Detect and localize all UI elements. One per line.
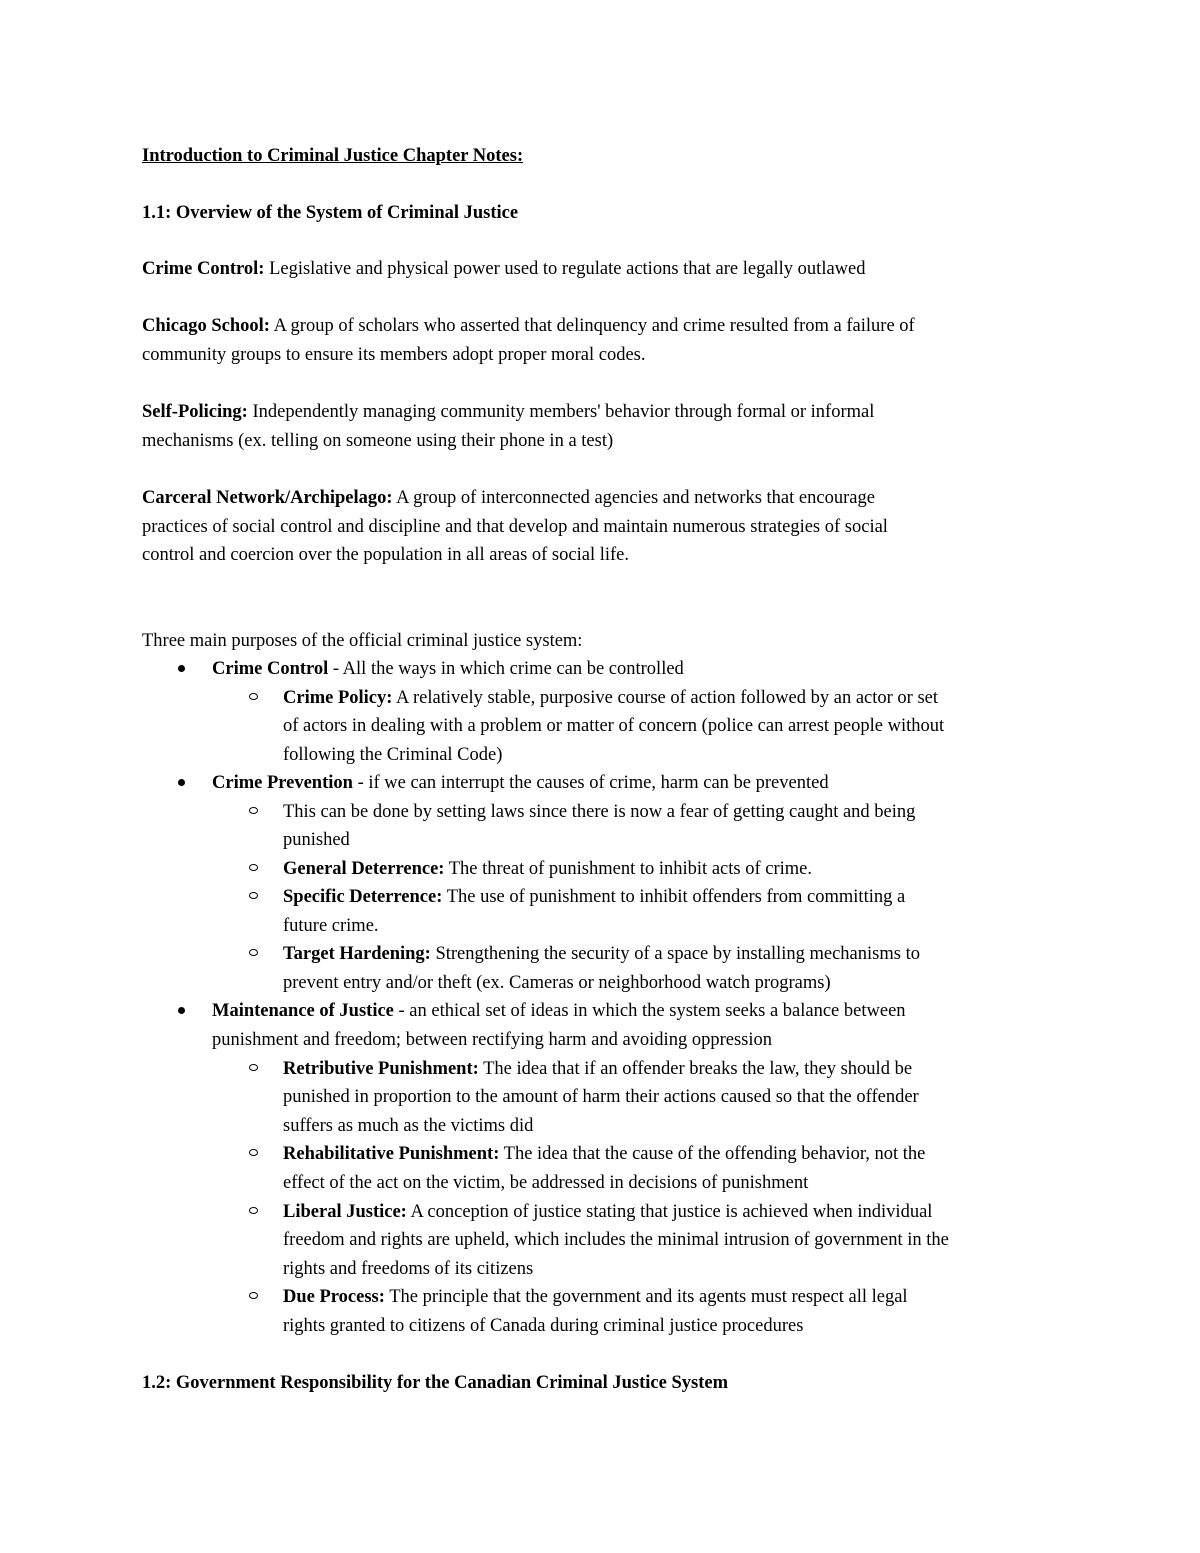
list-item-text-continued: punishment and freedom; between rectifying harm and avoiding oppression bbox=[212, 1030, 772, 1050]
document-title: Introduction to Criminal Justice Chapter Notes: bbox=[142, 146, 524, 166]
sub-item-general-deterrence bbox=[283, 858, 812, 880]
sub-item-text: Strengthening the security of a space by installing mechanisms to bbox=[435, 944, 920, 964]
sub-item-text-continued: future crime. bbox=[283, 916, 379, 936]
list-item-text: - All the ways in which crime can be controlled bbox=[328, 659, 684, 679]
list-item-text: - an ethical set of ideas in which the system seeks a balance between bbox=[393, 1001, 906, 1021]
bullet-circle-icon bbox=[249, 1207, 258, 1214]
sub-item-crime-policy bbox=[283, 687, 938, 709]
list-item-crime-prevention bbox=[212, 772, 829, 794]
definition-text: Independently managing community members' behavior through formal or informal bbox=[252, 402, 875, 422]
list-item-crime-control bbox=[212, 658, 684, 680]
sub-item-text-continued: punished in proportion to the amount of harm their actions caused so that the offender bbox=[283, 1087, 919, 1107]
definition-chicago-school bbox=[142, 315, 915, 337]
sub-item-text-continued: rights granted to citizens of Canada during criminal justice procedures bbox=[283, 1316, 804, 1336]
definition-self-policing bbox=[142, 401, 874, 423]
sub-item-term: Due Process: bbox=[283, 1287, 385, 1307]
sub-item-specific-deterrence bbox=[283, 886, 905, 908]
sub-item-text: The idea that if an offender breaks the law, they should be bbox=[483, 1059, 913, 1079]
definition-text-continued: mechanisms (ex. telling on someone using their phone in a test) bbox=[142, 431, 614, 451]
sub-item-text-continued: prevent entry and/or theft (ex. Cameras or neighborhood watch programs) bbox=[283, 973, 831, 993]
definition-carceral-network bbox=[142, 487, 875, 509]
sub-item-text: The use of punishment to inhibit offenders from committing a bbox=[446, 887, 906, 907]
sub-item-term: Specific Deterrence: bbox=[283, 887, 443, 907]
bullet-circle-icon bbox=[249, 1064, 258, 1071]
sub-item-laws: This can be done by setting laws since there is now a fear of getting caught and being bbox=[283, 802, 916, 822]
list-item-term: Crime Prevention bbox=[212, 773, 353, 793]
definition-text: A group of scholars who asserted that delinquency and crime resulted from a failure of bbox=[273, 316, 915, 336]
definition-term: Carceral Network/Archipelago: bbox=[142, 488, 393, 508]
sub-item-term: Retributive Punishment: bbox=[283, 1059, 479, 1079]
bullet-circle-icon bbox=[249, 949, 258, 956]
definition-text: Legislative and physical power used to regulate actions that are legally outlawed bbox=[269, 259, 866, 279]
sub-item-text-continued: effect of the act on the victim, be addressed in decisions of punishment bbox=[283, 1173, 809, 1193]
sub-item-text: The principle that the government and its agents must respect all legal bbox=[389, 1287, 908, 1307]
bullet-circle-icon bbox=[249, 1149, 258, 1156]
list-item-text: - if we can interrupt the causes of crime, harm can be prevented bbox=[352, 773, 829, 793]
sub-item-liberal-justice bbox=[283, 1201, 932, 1223]
bullet-dot-icon bbox=[178, 665, 185, 672]
sub-item-text-continued: freedom and rights are upheld, which includes the minimal intrusion of government in the bbox=[283, 1230, 949, 1250]
sub-item-term: Liberal Justice: bbox=[283, 1202, 407, 1222]
sub-item-term: Crime Policy: bbox=[283, 688, 393, 708]
sub-item-term: General Deterrence: bbox=[283, 859, 445, 879]
sub-item-text-continued: of actors in dealing with a problem or matter of concern (police can arrest people without bbox=[283, 716, 945, 736]
sub-item-text-continued: suffers as much as the victims did bbox=[283, 1116, 534, 1136]
sub-item-term: Target Hardening: bbox=[283, 944, 431, 964]
definition-term: Self-Policing: bbox=[142, 402, 248, 422]
list-item-maintenance-of-justice bbox=[212, 1000, 906, 1022]
list-item-term: Maintenance of Justice bbox=[212, 1001, 394, 1021]
section-heading-1-2: 1.2: Government Responsibility for the Canadian Criminal Justice System bbox=[142, 1373, 729, 1393]
sub-item-text-continued: punished bbox=[283, 830, 350, 850]
definition-text: A group of interconnected agencies and networks that encourage bbox=[396, 488, 875, 508]
definition-text-continued: control and coercion over the population in all areas of social life. bbox=[142, 545, 629, 565]
sub-item-text-continued: rights and freedoms of its citizens bbox=[283, 1259, 534, 1279]
definition-text-continued: community groups to ensure its members adopt proper moral codes. bbox=[142, 345, 646, 365]
bullet-circle-icon bbox=[249, 693, 258, 700]
bullet-circle-icon bbox=[249, 864, 258, 871]
definition-term: Chicago School: bbox=[142, 316, 270, 336]
bullet-circle-icon bbox=[249, 1292, 258, 1299]
bullet-dot-icon bbox=[178, 1007, 185, 1014]
sub-item-retributive-punishment bbox=[283, 1058, 912, 1080]
definition-crime-control bbox=[142, 258, 866, 280]
sub-item-text-continued: following the Criminal Code) bbox=[283, 745, 503, 765]
sub-item-text: The threat of punishment to inhibit acts of crime. bbox=[448, 859, 812, 879]
purposes-intro: Three main purposes of the official criminal justice system: bbox=[142, 631, 583, 651]
section-heading-1-1: 1.1: Overview of the System of Criminal Justice bbox=[142, 203, 519, 223]
sub-item-rehabilitative-punishment bbox=[283, 1143, 925, 1165]
definition-text-continued: practices of social control and discipline and that develop and maintain numerous strategies of social bbox=[142, 517, 888, 537]
bullet-circle-icon bbox=[249, 892, 258, 899]
sub-item-due-process bbox=[283, 1286, 908, 1308]
bullet-dot-icon bbox=[178, 779, 185, 786]
list-item-term: Crime Control bbox=[212, 659, 329, 679]
sub-item-text: The idea that the cause of the offending behavior, not the bbox=[503, 1144, 926, 1164]
sub-item-term: Rehabilitative Punishment: bbox=[283, 1144, 500, 1164]
bullet-circle-icon bbox=[249, 807, 258, 814]
sub-item-text: A relatively stable, purposive course of action followed by an actor or set bbox=[396, 688, 939, 708]
sub-item-target-hardening bbox=[283, 943, 920, 965]
sub-item-text: A conception of justice stating that justice is achieved when individual bbox=[410, 1202, 933, 1222]
definition-term: Crime Control: bbox=[142, 259, 265, 279]
